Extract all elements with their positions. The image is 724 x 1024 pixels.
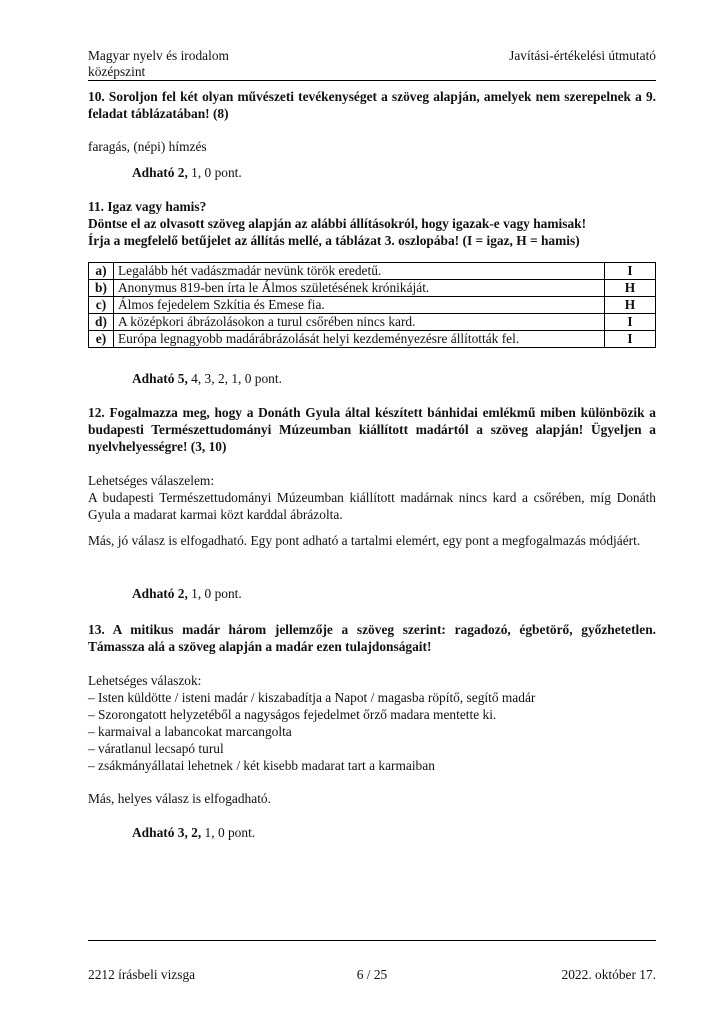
q13-score	[88, 824, 700, 841]
document-page	[88, 0, 656, 1024]
q10-score	[88, 164, 700, 181]
row-key: a)	[89, 263, 114, 280]
true-false-table	[88, 262, 656, 348]
q13-answers-list	[88, 689, 656, 774]
row-key: d)	[89, 314, 114, 331]
row-answer: I	[605, 314, 656, 331]
q13-score-rest: 1, 0 pont.	[201, 825, 256, 840]
q13-note: Más, helyes válasz is elfogadható.	[88, 791, 271, 806]
q13-answer-item: – zsákmányállatai lehetnek / két kisebb madarat tart a karmaiban	[88, 758, 435, 773]
row-answer: H	[605, 297, 656, 314]
page-header	[88, 48, 656, 81]
row-statement: A középkori ábrázolásokon a turul csőrében nincs kard.	[114, 314, 605, 331]
row-answer: I	[605, 331, 656, 348]
row-statement: Álmos fejedelem Szkítia és Emese fia.	[114, 297, 605, 314]
q12-question: 12. Fogalmazza meg, hogy a Donáth Gyula által készített bánhidai emlékmű miben különbözik a budapesti Természettudományi Múzeumban kiállított madártól a szöveg alapján! Ügyeljen a nyelvhelyességre! (3, 10)	[88, 405, 656, 454]
q12-answer-intro: Lehetséges válaszelem:	[88, 473, 215, 488]
q13-answer-item: – Isten küldötte / isteni madár / kiszabadítja a Napot / magasba röpítő, segítő madár	[88, 690, 536, 705]
header-left	[88, 48, 229, 80]
q10-score-rest: 1, 0 pont.	[187, 165, 242, 180]
q13-score-label: Adható 3,	[132, 825, 188, 840]
q11-score	[88, 370, 700, 387]
row-statement: Legalább hét vadászmadár nevünk török eredetű.	[114, 263, 605, 280]
q12-score	[88, 585, 700, 602]
q12-score-label: Adható 2,	[132, 586, 188, 601]
q10-score-label: Adható 2,	[132, 165, 188, 180]
q11-score-label: Adható 5,	[132, 371, 188, 386]
q13-question: 13. A mitikus madár három jellemzője a szöveg szerint: ragadozó, égbetörő, győzhetetlen. Támassza alá a szöveg alapján a madár ezen tulajdonságait!	[88, 622, 656, 654]
footer-divider	[88, 940, 656, 941]
table-row	[89, 297, 656, 314]
table-row	[89, 263, 656, 280]
row-answer: H	[605, 280, 656, 297]
q11-title: 11. Igaz vagy hamis?	[88, 199, 207, 214]
q10-answer: faragás, (népi) hímzés	[88, 139, 207, 154]
row-key: c)	[89, 297, 114, 314]
footer-page-number: 6 / 25	[356, 967, 388, 982]
q11-table-wrap	[88, 262, 656, 348]
q11-score-rest: 4, 3, 2, 1, 0 pont.	[187, 371, 282, 386]
row-answer: I	[605, 263, 656, 280]
row-key: b)	[89, 280, 114, 297]
q12-note: Más, jó válasz is elfogadható. Egy pont adható a tartalmi elemért, egy pont a megfogalmazás módjáért.	[88, 533, 641, 548]
footer-exam: 2212 írásbeli vizsga	[88, 967, 196, 982]
q10-question: 10. Soroljon fel két olyan művészeti tevékenységet a szöveg alapján, amelyek nem szerepelnek a 9. feladat táblázatában! (8)	[88, 89, 656, 121]
header-level: középszint	[88, 64, 146, 79]
q13-answers-intro: Lehetséges válaszok:	[88, 673, 202, 688]
q13-answer-item: – karmaival a labancokat marcangolta	[88, 724, 292, 739]
header-doc-type: Javítási-értékelési útmutató	[509, 48, 656, 63]
q13-score-label-2: 2,	[187, 825, 202, 840]
table-row	[89, 331, 656, 348]
row-statement: Európa legnagyobb madárábrázolását helyi kezdeményezésre állították fel.	[114, 331, 605, 348]
q12-answer: A budapesti Természettudományi Múzeumban kiállított madárnak nincs kard a csőrében, míg Donáth Gyula a madarat karmai közt karddal ábrázolta.	[88, 490, 656, 522]
table-row	[89, 280, 656, 297]
row-statement: Anonymus 819-ben írta le Álmos születésének krónikáját.	[114, 280, 605, 297]
page-footer	[88, 966, 656, 984]
header-subject: Magyar nyelv és irodalom	[88, 48, 229, 63]
row-key: e)	[89, 331, 114, 348]
q13-answer-item: – váratlanul lecsapó turul	[88, 741, 224, 756]
q13-answer-item: – Szorongatott helyzetéből a nagyságos fejedelmet őrző madara mentette ki.	[88, 707, 497, 722]
table-row	[89, 314, 656, 331]
footer-date: 2022. október 17.	[561, 967, 656, 982]
q12-score-rest: 1, 0 pont.	[187, 586, 242, 601]
q11-instruction-1: Döntse el az olvasott szöveg alapján az alábbi állításokról, hogy igazak-e vagy hamisak!	[88, 216, 587, 231]
q11-instruction-2: Írja a megfelelő betűjelet az állítás mellé, a táblázat 3. oszlopába! (I = igaz, H = hamis)	[88, 233, 580, 248]
